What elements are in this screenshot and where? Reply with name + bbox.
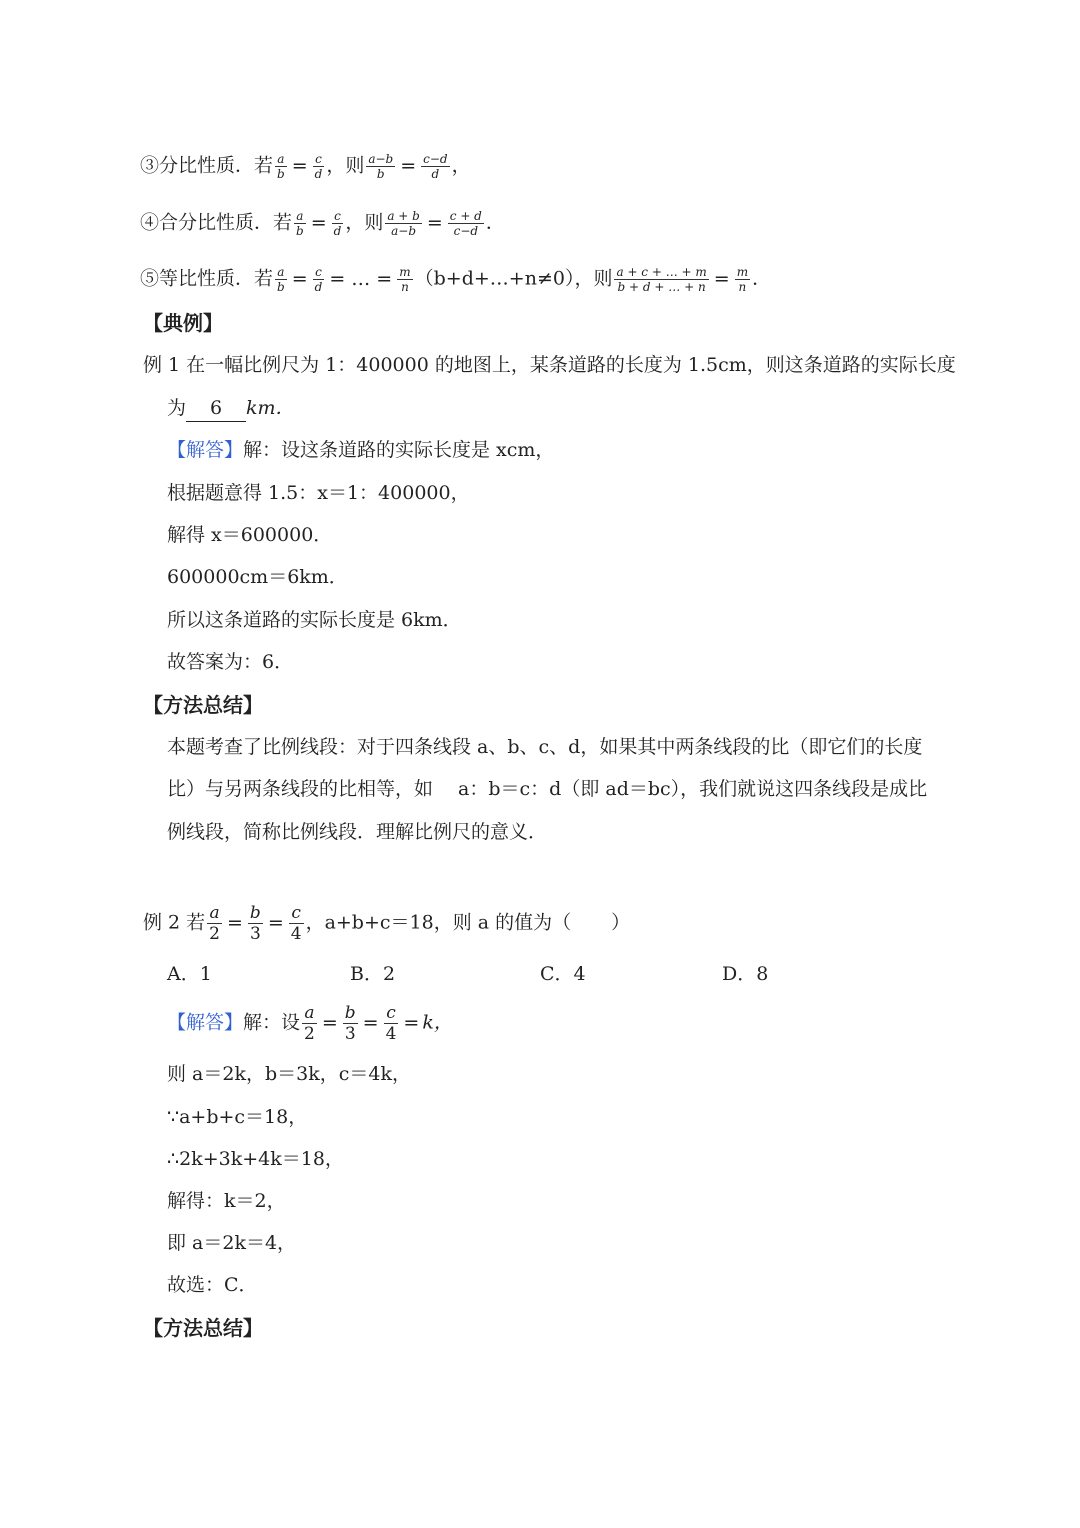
fraction: $\frac{c}{4}$ xyxy=(290,903,302,944)
fraction: $\frac{a + b}{a-b}$ xyxy=(387,209,420,238)
solution-line: 故答案为：6． xyxy=(167,651,294,673)
property-4-label: ④合分比性质．若 xyxy=(140,211,293,234)
solution-line: 则 a＝2k，b＝3k，c＝4k， xyxy=(167,1063,411,1085)
option-c[interactable]: C．4 xyxy=(540,963,586,985)
example-2-question: 例 2 若 $\frac{a}{2}$ = $\frac{b}{3}$ = $\frac{c}{4}$ ，a+b+c＝18，则 a 的值为（ ） xyxy=(143,903,631,944)
section-heading-method-summary: 【方法总结】 xyxy=(143,693,263,717)
fraction: $\frac{a}{2}$ xyxy=(209,903,220,944)
section-heading-method-summary: 【方法总结】 xyxy=(143,1316,263,1340)
property-5: ⑤等比性质．若 $\frac{a}{b}$ = $\frac{c}{d}$ = … = $\frac{m}{n}$ （b+d+…+n≠0），则 $\frac{a + c + \dots + m}{b + d + \dots + n}$ = $\frac{m}{n}$ ． xyxy=(140,265,772,294)
fraction: $\frac{a}{b}$ xyxy=(277,265,285,294)
fraction: $\frac{c}{d}$ xyxy=(314,265,323,294)
fraction: $\frac{c}{d}$ xyxy=(333,209,342,238)
fraction: $\frac{a + c + \dots + m}{b + d + \dots + n}$ xyxy=(616,265,707,294)
property-3-label: ③分比性质．若 xyxy=(140,154,274,177)
fraction: $\frac{c-d}{d}$ xyxy=(423,152,448,181)
example-2-solution-start: 【解答】解：设 $\frac{a}{2}$ = $\frac{b}{3}$ = $\frac{c}{4}$ = k， xyxy=(167,1003,453,1044)
fraction: $\frac{a}{b}$ xyxy=(296,209,304,238)
text: ） xyxy=(611,911,631,934)
text: ，a+b+c＝18，则 a 的值为（ xyxy=(305,911,572,934)
option-b[interactable]: B．2 xyxy=(350,963,396,985)
fraction: $\frac{a}{b}$ xyxy=(277,152,285,181)
method-line: 比）与另两条线段的比相等，如 a：b＝c：d（即 ad＝bc），我们就说这四条线段是成比 xyxy=(167,778,928,800)
text: ，则 xyxy=(345,211,384,234)
method-line: 本题考查了比例线段：对于四条线段 a、b、c、d，如果其中两条线段的比（即它们的长度 xyxy=(167,736,923,758)
solution-line: 解得 x＝600000． xyxy=(167,524,333,546)
solution-line: 所以这条道路的实际长度是 6km． xyxy=(167,609,462,631)
fraction: $\frac{m}{n}$ xyxy=(399,265,411,294)
fraction: $\frac{c + d}{c-d}$ xyxy=(449,209,482,238)
option-a[interactable]: A．1 xyxy=(167,963,212,985)
fraction: $\frac{b}{3}$ xyxy=(249,903,261,944)
solution-tag: 【解答】 xyxy=(167,439,244,461)
solution-line: 解：设这条道路的实际长度是 xcm， xyxy=(243,439,555,461)
solution-line: 即 a＝2k＝4， xyxy=(167,1232,297,1254)
text: 解：设 xyxy=(243,1011,301,1034)
text: ， xyxy=(451,154,471,177)
example-1-question: 例 1 在一幅比例尺为 1：400000 的地图上，某条道路的长度为 1.5cm，则这条道路的实际长度 xyxy=(143,354,956,376)
fraction: $\frac{c}{4}$ xyxy=(385,1003,397,1044)
property-3: ③分比性质．若 $\frac{a}{b}$ = $\frac{c}{d}$ ，则 $\frac{a-b}{b}$ = $\frac{c-d}{d}$ ， xyxy=(140,152,471,181)
fraction: $\frac{c}{d}$ xyxy=(314,152,323,181)
text: ． xyxy=(485,211,505,234)
text: （b+d+…+n≠0），则 xyxy=(414,267,613,290)
solution-line: 解得：k＝2， xyxy=(167,1190,286,1212)
method-line: 例线段，简称比例线段．理解比例尺的意义． xyxy=(167,821,548,843)
section-heading-examples: 【典例】 xyxy=(143,311,223,335)
property-4: ④合分比性质．若 $\frac{a}{b}$ = $\frac{c}{d}$ ，则 $\frac{a + b}{a-b}$ = $\frac{c + d}{c-d}$ ． xyxy=(140,209,505,238)
text: ，则 xyxy=(326,154,365,177)
example-1-answer-line xyxy=(167,395,295,422)
option-d[interactable]: D．8 xyxy=(722,963,769,985)
fraction: $\frac{a}{2}$ xyxy=(304,1003,315,1044)
solution-line: ∴2k+3k+4k＝18， xyxy=(167,1148,344,1170)
solution-line: ∵a+b+c＝18， xyxy=(167,1106,308,1128)
fraction: $\frac{m}{n}$ xyxy=(736,265,749,294)
property-5-label: ⑤等比性质．若 xyxy=(140,267,274,290)
text: k， xyxy=(422,1011,453,1034)
fraction: $\frac{a-b}{b}$ xyxy=(368,152,394,181)
answer-blank: 6 xyxy=(186,395,246,422)
solution-line: 600000cm＝6km． xyxy=(167,566,348,588)
text: ． xyxy=(752,267,772,290)
solution-line: 故选：C． xyxy=(167,1274,258,1296)
fraction: $\frac{b}{3}$ xyxy=(344,1003,356,1044)
unit: km． xyxy=(246,397,295,419)
text: = … = xyxy=(329,267,393,290)
text: 为 xyxy=(167,397,187,419)
example-1-solution-start xyxy=(167,437,554,463)
solution-line: 根据题意得 1.5：x＝1：400000， xyxy=(167,482,470,504)
solution-tag: 【解答】 xyxy=(167,1011,244,1034)
text: 例 2 若 xyxy=(143,911,206,934)
